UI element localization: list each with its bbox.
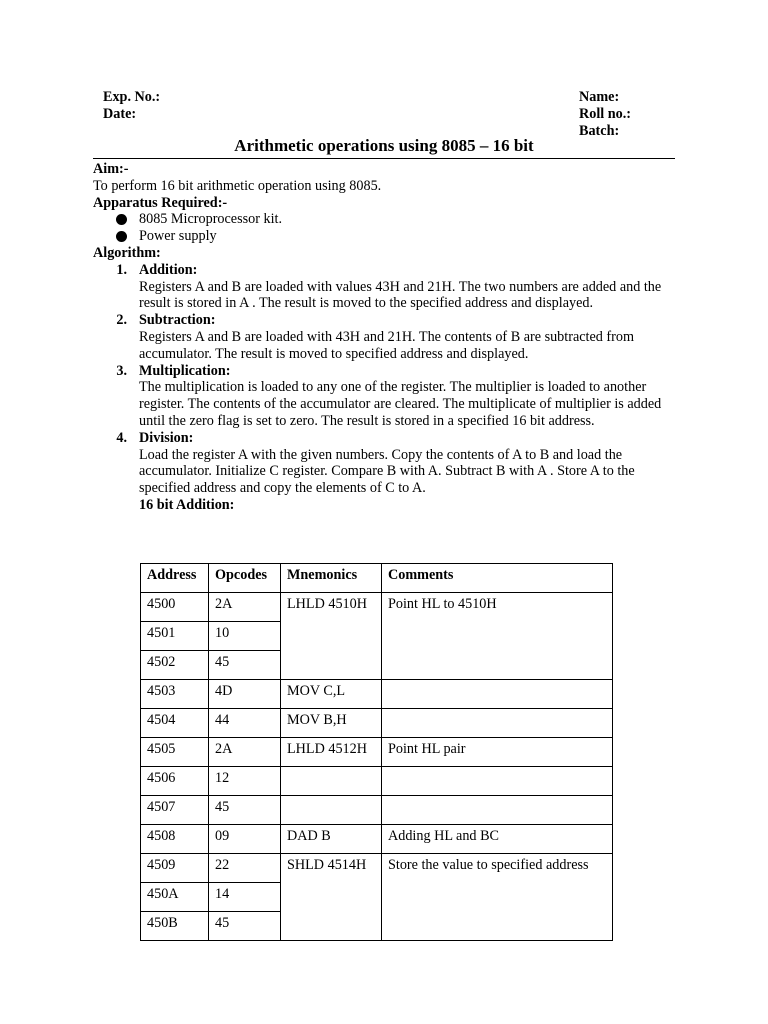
address-cell: 4507 bbox=[141, 796, 209, 825]
opcode-cell: 2A bbox=[209, 593, 281, 622]
comment-cell: Point HL pair bbox=[382, 738, 613, 767]
address-cell: 4503 bbox=[141, 680, 209, 709]
mnemonic-cell: MOV B,H bbox=[281, 709, 382, 738]
date-label: Date: bbox=[103, 105, 137, 122]
address-cell: 450A bbox=[141, 883, 209, 912]
column-header: Address bbox=[141, 564, 209, 593]
apparatus-item bbox=[93, 211, 683, 228]
step-title: Addition: bbox=[139, 261, 198, 278]
program-table bbox=[140, 563, 613, 941]
address-cell: 4504 bbox=[141, 709, 209, 738]
opcode-cell: 44 bbox=[209, 709, 281, 738]
column-header: Opcodes bbox=[209, 564, 281, 593]
step-text: Load the register A with the given numbers. Copy the contents of A to B and load the accumulator. Initialize C register. Compare B with A. Subtract B with A . Store A to the specified address and copy the elements of C to A. bbox=[139, 446, 635, 497]
step-text: The multiplication is loaded to any one of the register. The multiplier is loaded to another register. The contents of the accumulator are cleared. The multiplicate of multiplier is added until the zero flag is set to zero. The result is stored in a specified 16 bit address. bbox=[139, 379, 662, 429]
comment-cell bbox=[382, 680, 613, 709]
opcode-cell: 45 bbox=[209, 651, 281, 680]
comment-cell: Adding HL and BC bbox=[382, 825, 613, 854]
address-cell: 450B bbox=[141, 912, 209, 941]
title-divider bbox=[93, 158, 675, 159]
address-cell: 4506 bbox=[141, 767, 209, 796]
mnemonic-cell: MOV C,L bbox=[281, 680, 382, 709]
step-text: Registers A and B are loaded with values 43H and 21H. The two numbers are added and the result is stored in A . The result is moved to the specified address and displayed. bbox=[139, 278, 662, 312]
step-number: 2. bbox=[116, 312, 127, 329]
table-row bbox=[141, 825, 613, 854]
page-title: Arithmetic operations using 8085 – 16 bit bbox=[234, 136, 534, 155]
table-row bbox=[141, 796, 613, 825]
opcode-cell: 14 bbox=[209, 883, 281, 912]
table-row bbox=[141, 593, 613, 622]
step-number: 4. bbox=[116, 429, 127, 446]
column-header: Mnemonics bbox=[281, 564, 382, 593]
comment-cell: Point HL to 4510H bbox=[382, 593, 613, 680]
header-right bbox=[579, 89, 631, 139]
address-cell: 4508 bbox=[141, 825, 209, 854]
table-header-row bbox=[141, 564, 613, 593]
apparatus-item-text: 8085 Microprocessor kit. bbox=[139, 211, 283, 228]
step-number: 3. bbox=[116, 362, 127, 379]
table-row bbox=[141, 767, 613, 796]
opcode-cell: 09 bbox=[209, 825, 281, 854]
table-row bbox=[141, 738, 613, 767]
aim-text: To perform 16 bit arithmetic operation using 8085. bbox=[93, 177, 382, 194]
program-heading: 16 bit Addition: bbox=[139, 496, 235, 513]
address-cell: 4500 bbox=[141, 593, 209, 622]
step-title: Division: bbox=[139, 429, 194, 446]
comment-cell bbox=[382, 709, 613, 738]
address-cell: 4509 bbox=[141, 854, 209, 883]
comment-cell bbox=[382, 767, 613, 796]
step-title: Subtraction: bbox=[139, 312, 216, 329]
step-text: Registers A and B are loaded with 43H and 21H. The contents of B are subtracted from accumulator. The result is moved to specified address and displayed. bbox=[139, 328, 634, 362]
apparatus-heading: Apparatus Required:- bbox=[93, 194, 228, 211]
name-label: Name: bbox=[579, 89, 620, 105]
comment-cell bbox=[382, 796, 613, 825]
bullet-icon bbox=[116, 214, 127, 225]
mnemonic-cell: LHLD 4510H bbox=[281, 593, 382, 680]
batch-label: Batch: bbox=[579, 122, 620, 139]
algorithm-heading: Algorithm: bbox=[93, 244, 161, 261]
opcode-cell: 10 bbox=[209, 622, 281, 651]
address-cell: 4505 bbox=[141, 738, 209, 767]
opcode-cell: 4D bbox=[209, 680, 281, 709]
algorithm-step bbox=[93, 262, 683, 312]
apparatus-item-text: Power supply bbox=[139, 228, 217, 245]
aim-heading: Aim:- bbox=[93, 161, 129, 177]
step-number: 1. bbox=[116, 261, 127, 278]
opcode-cell: 22 bbox=[209, 854, 281, 883]
mnemonic-cell bbox=[281, 767, 382, 796]
opcode-cell: 45 bbox=[209, 796, 281, 825]
algorithm-step bbox=[93, 363, 683, 430]
algorithm-step bbox=[93, 312, 683, 362]
table-row bbox=[141, 854, 613, 883]
address-cell: 4501 bbox=[141, 622, 209, 651]
opcode-cell: 12 bbox=[209, 767, 281, 796]
document-body bbox=[93, 161, 683, 514]
mnemonic-cell: DAD B bbox=[281, 825, 382, 854]
mnemonic-cell: LHLD 4512H bbox=[281, 738, 382, 767]
opcode-cell: 2A bbox=[209, 738, 281, 767]
exp-no-label: Exp. No.: bbox=[103, 89, 161, 105]
comment-cell: Store the value to specified address bbox=[382, 854, 613, 941]
column-header: Comments bbox=[382, 564, 613, 593]
apparatus-item bbox=[93, 228, 683, 245]
mnemonic-cell: SHLD 4514H bbox=[281, 854, 382, 941]
opcode-cell: 45 bbox=[209, 912, 281, 941]
roll-no-label: Roll no.: bbox=[579, 105, 632, 122]
address-cell: 4502 bbox=[141, 651, 209, 680]
step-title: Multiplication: bbox=[139, 362, 231, 379]
table-row bbox=[141, 680, 613, 709]
header-left bbox=[103, 89, 160, 123]
algorithm-step bbox=[93, 430, 683, 514]
table-row bbox=[141, 709, 613, 738]
bullet-icon bbox=[116, 231, 127, 242]
mnemonic-cell bbox=[281, 796, 382, 825]
